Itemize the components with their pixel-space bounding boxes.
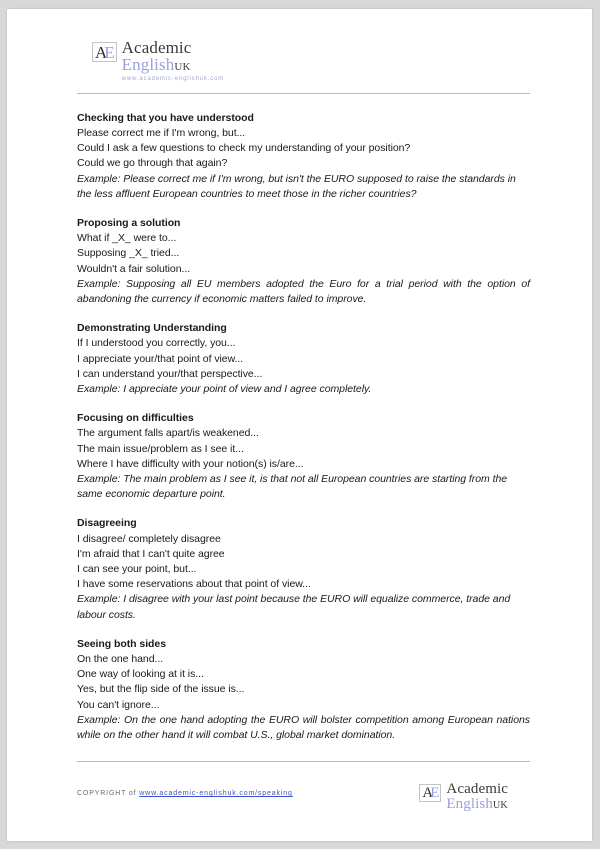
- phrase-line: One way of looking at it is...: [77, 668, 204, 681]
- phrase-line: I have some reservations about that point of view...: [77, 578, 311, 591]
- section-demonstrating-understanding: [77, 321, 530, 397]
- section-seeing-both-sides: [77, 637, 530, 743]
- phrase-line: The main issue/problem as I see it...: [77, 442, 244, 455]
- section-checking-understood: [77, 111, 530, 202]
- section-example: Example: I appreciate your point of view and I agree completely.: [77, 383, 372, 396]
- ae-monogram-a: A: [422, 785, 433, 801]
- phrase-line: Could I ask a few questions to check my understanding of your position?: [77, 142, 411, 155]
- section-title: Checking that you have understood: [77, 111, 254, 124]
- brand-wordmark: [122, 39, 224, 82]
- ae-monogram-e: E: [430, 785, 439, 801]
- phrase-line: What if _X_ were to...: [77, 232, 177, 245]
- phrase-line: I appreciate your/that point of view...: [77, 352, 244, 365]
- section-example: Example: I disagree with your last point because the EURO will equalize commerce, trade and labour costs.: [77, 593, 511, 621]
- ae-monogram-icon: [419, 784, 441, 802]
- phrase-line: I can see your point, but...: [77, 563, 197, 576]
- ae-monogram-icon: [92, 42, 117, 62]
- phrase-line: I disagree/ completely disagree: [77, 532, 221, 545]
- section-example: Example: Supposing all EU members adopted the Euro for a trial period with the option of abandoning the currency if economic matters failed to improve.: [77, 277, 530, 305]
- footer-logo: [419, 782, 508, 813]
- phrase-line: Yes, but the flip side of the issue is...: [77, 683, 245, 696]
- phrase-line: Please correct me if I'm wrong, but...: [77, 126, 246, 139]
- copyright-notice: [77, 782, 293, 797]
- brand-english-text: English: [121, 55, 175, 75]
- ae-monogram-a: A: [95, 43, 107, 62]
- brand-academic-text: Academic: [446, 781, 508, 797]
- brand-uk-text: UK: [492, 800, 508, 812]
- phrase-line: I'm afraid that I can't quite agree: [77, 547, 225, 560]
- phrase-line: The argument falls apart/is weakened...: [77, 427, 259, 440]
- phrase-line: You can't ignore...: [77, 698, 160, 711]
- phrase-line: Could we go through that again?: [77, 157, 228, 170]
- section-example: Example: Please correct me if I'm wrong, but isn't the EURO supposed to raise the standards in the less affluent European countries to meet those in the richer countries?: [77, 172, 516, 200]
- section-example: Example: The main problem as I see it, is that not all European countries are starting from the same economic departure point.: [77, 473, 508, 501]
- phrase-line: If I understood you correctly, you...: [77, 337, 236, 350]
- section-title: Demonstrating Understanding: [77, 322, 227, 335]
- section-title: Proposing a solution: [77, 216, 181, 229]
- brand-uk-text: UK: [174, 61, 191, 74]
- document-content: [77, 39, 530, 757]
- phrase-line: Where I have difficulty with your notion(s) is/are...: [77, 457, 304, 470]
- phrase-line: On the one hand...: [77, 653, 164, 666]
- section-title: Focusing on difficulties: [77, 412, 194, 425]
- brand-url-text: www.academic-englishuk.com: [121, 75, 225, 82]
- section-proposing-solution: [77, 216, 530, 307]
- brand-english-uk-line: [122, 56, 224, 73]
- footer-divider: [77, 761, 530, 762]
- header-logo: [92, 39, 530, 82]
- copyright-link[interactable]: www.academic-englishuk.com/speaking: [139, 790, 293, 797]
- brand-english-text: English: [446, 796, 493, 813]
- section-example: Example: On the one hand adopting the EURO will bolster competition among European nations while on the other hand it will combat U.S., global market domination.: [77, 713, 530, 742]
- brand-wordmark: [446, 782, 508, 813]
- brand-academic-text: Academic: [121, 38, 192, 57]
- ae-monogram-e: E: [104, 43, 114, 62]
- copyright-prefix-text: COPYRIGHT of: [77, 790, 140, 797]
- section-focusing-difficulties: [77, 411, 530, 502]
- phrase-line: I can understand your/that perspective...: [77, 367, 263, 380]
- section-title: Disagreeing: [77, 517, 137, 530]
- brand-english-uk-line: [446, 797, 508, 812]
- header-divider: [77, 93, 530, 94]
- document-page: [7, 9, 592, 841]
- section-title: Seeing both sides: [77, 637, 167, 650]
- document-footer: [77, 761, 530, 813]
- phrase-line: Supposing _X_ tried...: [77, 247, 180, 260]
- phrase-line: Wouldn't a fair solution...: [77, 262, 191, 275]
- section-disagreeing: [77, 516, 530, 622]
